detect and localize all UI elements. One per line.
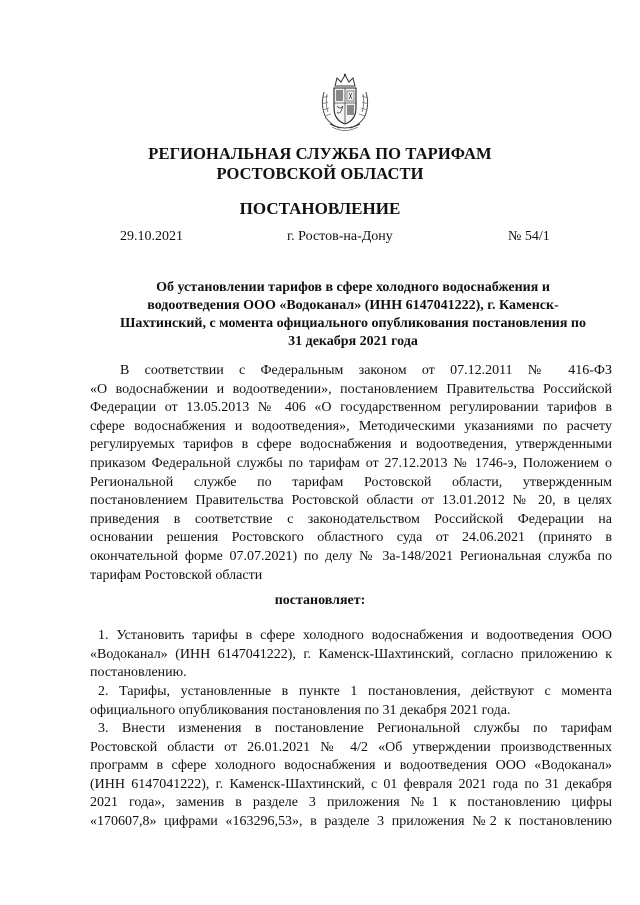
paragraph-line: 3. Внести изменения в постановление Региональной службы по тарифам (98, 721, 612, 736)
paragraph-line: (ИНН 6147041222), г. Каменск-Шахтинский, с 01 февраля 2021 года по 31 декабря (90, 776, 612, 792)
paragraph-line: 2021 года», заменив в разделе 3 приложения №1 к постановлению цифры (90, 795, 612, 811)
document-date: 29.10.2021 (120, 229, 183, 244)
document-subject (88, 279, 618, 351)
item-2-paragraph (90, 683, 612, 720)
paragraph-line: сфере водоснабжения и водоотведения», Методическими указаниями по расчету (90, 418, 612, 434)
paragraph-line: «170607,8» цифрами «163296,53», в разделе 3 приложения №2 к постановлению (90, 813, 612, 829)
paragraph-line: окончательной форме 07.07.2021) по делу № 3а-148/2021 Региональная служба по (90, 548, 612, 564)
subject-line: Об установлении тарифов в сфере холодного водоснабжения и (156, 280, 550, 295)
paragraph-line: Региональной службе по тарифам Ростовской области, утвержденным (90, 474, 612, 490)
paragraph-line: основании решения Ростовского областного суда от 24.06.2021 (принято в (90, 530, 612, 546)
paragraph-line: официального опубликования постановления по 31 декабря 2021 года. (90, 702, 511, 718)
paragraph-line: 1. Установить тарифы в сфере холодного водоснабжения и водоотведения ООО (98, 628, 612, 643)
preamble-paragraph (90, 362, 612, 585)
paragraph-line: приведения в соответствие с законодательством Российской Федерации на (90, 511, 612, 527)
document-number: № 54/1 (508, 229, 550, 244)
paragraph-line: регулируемых тарифов в сфере водоснабжения и водоотведения, утвержденными (90, 437, 612, 453)
paragraph-line: приказом Федеральной службы по тарифам от 27.12.2013 № 1746-э, Положением о (90, 455, 612, 471)
paragraph-line: тарифам Ростовской области (90, 567, 263, 583)
subject-line: Шахтинский, с момента официального опубликования постановления по (120, 316, 586, 331)
item-3-paragraph (90, 720, 612, 832)
paragraph-line: Ростовской области от 26.01.2021 № 4/2 «Об утверждении производственных (90, 739, 612, 755)
paragraph-line: постановлением Правительства Ростовской области от 13.01.2012 № 20, в целях (90, 493, 612, 509)
organization-name (0, 144, 640, 184)
paragraph-line: 2. Тарифы, установленные в пункте 1 постановления, действуют с момента (98, 684, 612, 699)
rostov-oblast-coat-of-arms-icon (318, 72, 372, 132)
paragraph-line: В соответствии с Федеральным законом от 07.12.2011 № 416-ФЗ (120, 363, 612, 378)
item-1-paragraph (90, 627, 612, 683)
subject-line: 31 декабря 2021 года (288, 334, 418, 349)
organization-name-line1: РЕГИОНАЛЬНАЯ СЛУЖБА ПО ТАРИФАМ (148, 144, 492, 163)
paragraph-line: программ в сфере холодного водоснабжения и водоотведения ООО «Водоканал» (90, 758, 612, 774)
document-city: г. Ростов-на-Дону (287, 229, 393, 244)
paragraph-line: постановлению. (90, 665, 187, 681)
paragraph-line: «О водоснабжении и водоотведении», постановлением Правительства Российской (90, 381, 612, 397)
resolves-heading: постановляет: (274, 593, 366, 608)
organization-name-line2: РОСТОВСКОЙ ОБЛАСТИ (216, 164, 424, 183)
paragraph-line: «Водоканал» (ИНН 6147041222), г. Каменск-Шахтинский, согласно приложению к (90, 646, 612, 662)
document-type: ПОСТАНОВЛЕНИЕ (239, 199, 401, 218)
paragraph-line: Федерации от 13.05.2013 № 406 «О государственном регулировании тарифов в (90, 400, 612, 416)
subject-line: водоотведения ООО «Водоканал» (ИНН 6147041222), г. Каменск- (147, 298, 559, 313)
